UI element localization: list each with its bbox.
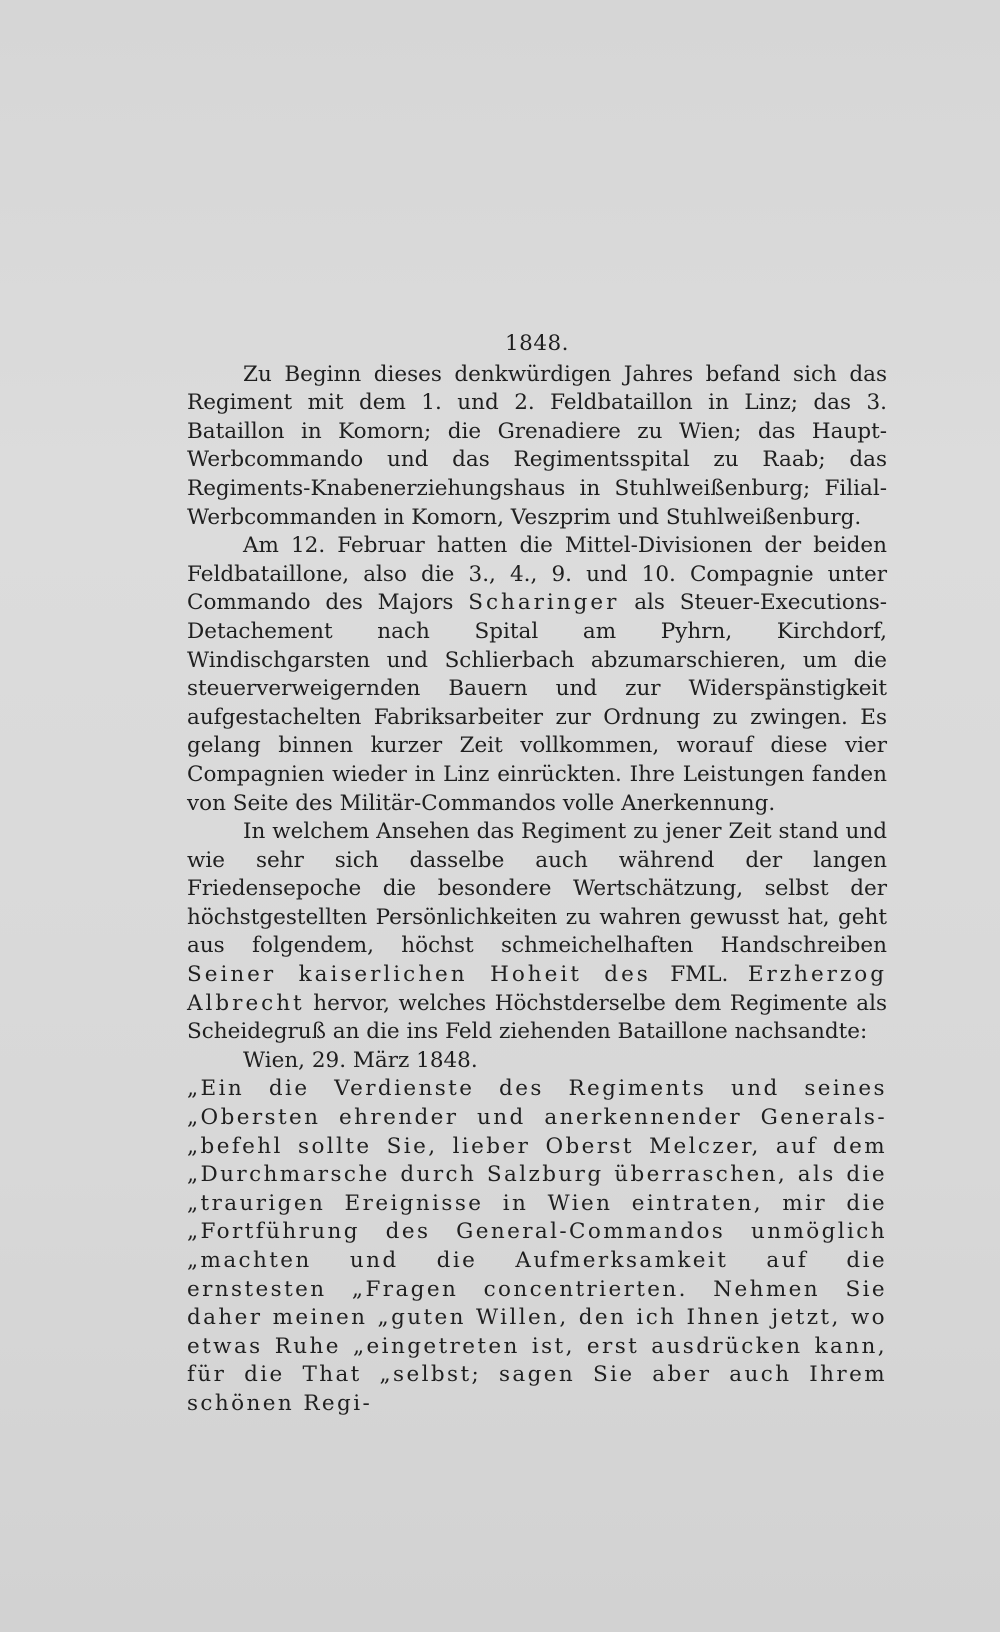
body-text	[187, 330, 887, 1419]
paragraph-1: Zu Beginn dieses denkwürdigen Jahres befand sich das Regiment mit dem 1. und 2. Feldbataillon in Linz; das 3. Bataillon in Komorn; die Grenadiere zu Wien; das Haupt-Werbcommando und das Regimentsspital zu Raab; das Regiments-Knabenerziehungshaus in Stuhlweißenburg; Filial-Werbcommanden in Komorn, Veszprim und Stuhlweißenburg.	[187, 361, 887, 530]
spaced-name-scharinger: Scharinger	[468, 590, 620, 616]
bleed-through-text	[190, 110, 890, 138]
paragraph-2-start: Am 12. Februar hatten die Mittel-Divisionen der beiden Feldbataillone, also die 3., 4., 9. und 10. Compagnie unter Commando des Majors	[187, 533, 887, 616]
paragraph-3-start: In welchem Ansehen das Regiment zu jener Zeit stand und wie sehr sich dasselbe auch während der langen Friedensepoche die besondere Wertschätzung, selbst der höchstgestellten Persönlichkeiten zu wahren gewusst hat, geht aus folgendem, höchst schmeichelhaften Handschreiben	[187, 819, 887, 959]
paragraph-2	[187, 532, 887, 818]
place-date: Wien, 29. März 1848.	[243, 1047, 478, 1073]
paragraph-3-end: hervor, welches Höchstderselbe dem Regimente als Scheidegruß an die ins Feld ziehenden Bataillone nachsandte:	[187, 990, 887, 1045]
spaced-title-hoheit: Seiner kaiserlichen Hoheit des	[187, 962, 651, 988]
quoted-letter: „Ein die Verdienste des Regiments und seines „Obersten ehrender und anerkennender Generals-„befehl sollte Sie, lieber Oberst Melczer, auf dem „Durchmarsche durch Salzburg überraschen, als die „traurigen Ereignisse in Wien eintraten, mir die „Fortführung des General-Commandos unmöglich „machten und die Aufmerksamkeit auf die ernstesten „Fragen concentrierten. Nehmen Sie daher meinen „guten Willen, den ich Ihnen jetzt, wo etwas Ruhe „eingetreten ist, erst ausdrücken kann, für die That „selbst; sagen Sie aber auch Ihrem schönen Regi-	[187, 1076, 887, 1416]
paragraph-2-end: als Steuer-Executions-Detachement nach Spital am Pyhrn, Kirchdorf, Windischgarsten und Schlierbach abzumarschieren, um die steuerverweigernden Bauern und zur Widerspänstigkeit aufgestachelten Fabriksarbeiter zur Ordnung zu zwingen. Es gelang binnen kurzer Zeit vollkommen, worauf diese vier Compagnien wieder in Linz einrückten. Ihre Leistungen fanden von Seite des Militär-Commandos volle Anerkennung.	[187, 590, 887, 816]
spaced-name-albrecht: Erzherzog Albrecht	[187, 962, 887, 1016]
year-heading: 1848.	[504, 331, 570, 356]
paragraph-3-fml: FML.	[650, 962, 748, 988]
paragraph-3	[187, 818, 887, 1047]
